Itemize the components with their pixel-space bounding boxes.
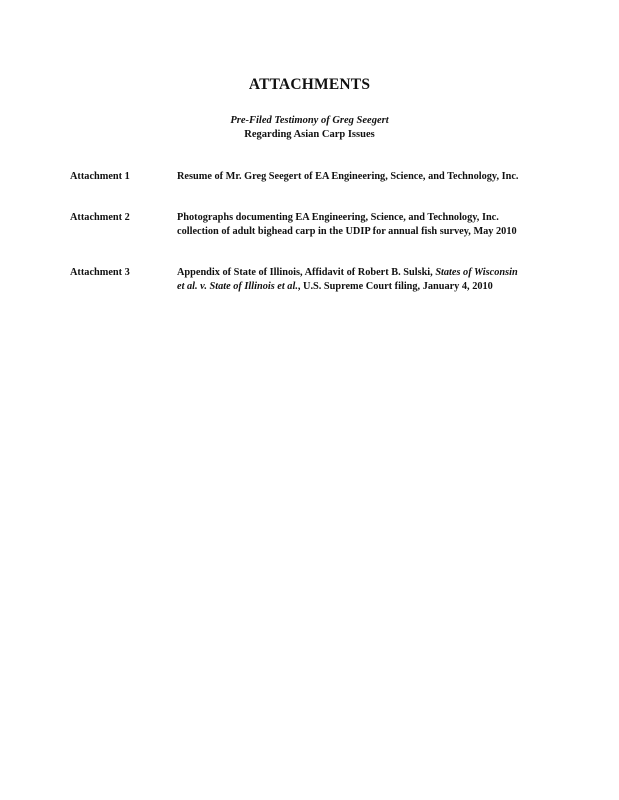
attachment-description: Photographs documenting EA Engineering, Science, and Technology, Inc. collection of adult bighead carp in the UDIP for annual fish survey, May 2010: [177, 212, 517, 238]
attachment-label: Attachment 2: [70, 212, 130, 223]
case-citation: States of Wisconsin et al. v. State of Illinois et al.: [177, 267, 518, 293]
attachment-description: Resume of Mr. Greg Seegert of EA Engineering, Science, and Technology, Inc.: [177, 171, 519, 182]
page-subtitle: [0, 114, 619, 142]
subtitle-line-2: Regarding Asian Carp Issues: [244, 129, 375, 140]
page-title: ATTACHMENTS: [248, 76, 371, 93]
attachment-description-text: , U.S. Supreme Court filing, January 4, 2010: [297, 281, 493, 293]
attachment-entry: [70, 266, 540, 295]
attachment-entry: [70, 170, 540, 184]
subtitle-line-1: Pre-Filed Testimony of Greg Seegert: [230, 115, 389, 126]
attachment-entry: [70, 211, 540, 240]
attachment-label: Attachment 3: [70, 267, 130, 278]
attachment-description: [177, 266, 522, 295]
attachment-label: Attachment 1: [70, 171, 130, 182]
attachment-description-text: Appendix of State of Illinois, Affidavit of Robert B. Sulski,: [177, 267, 436, 278]
